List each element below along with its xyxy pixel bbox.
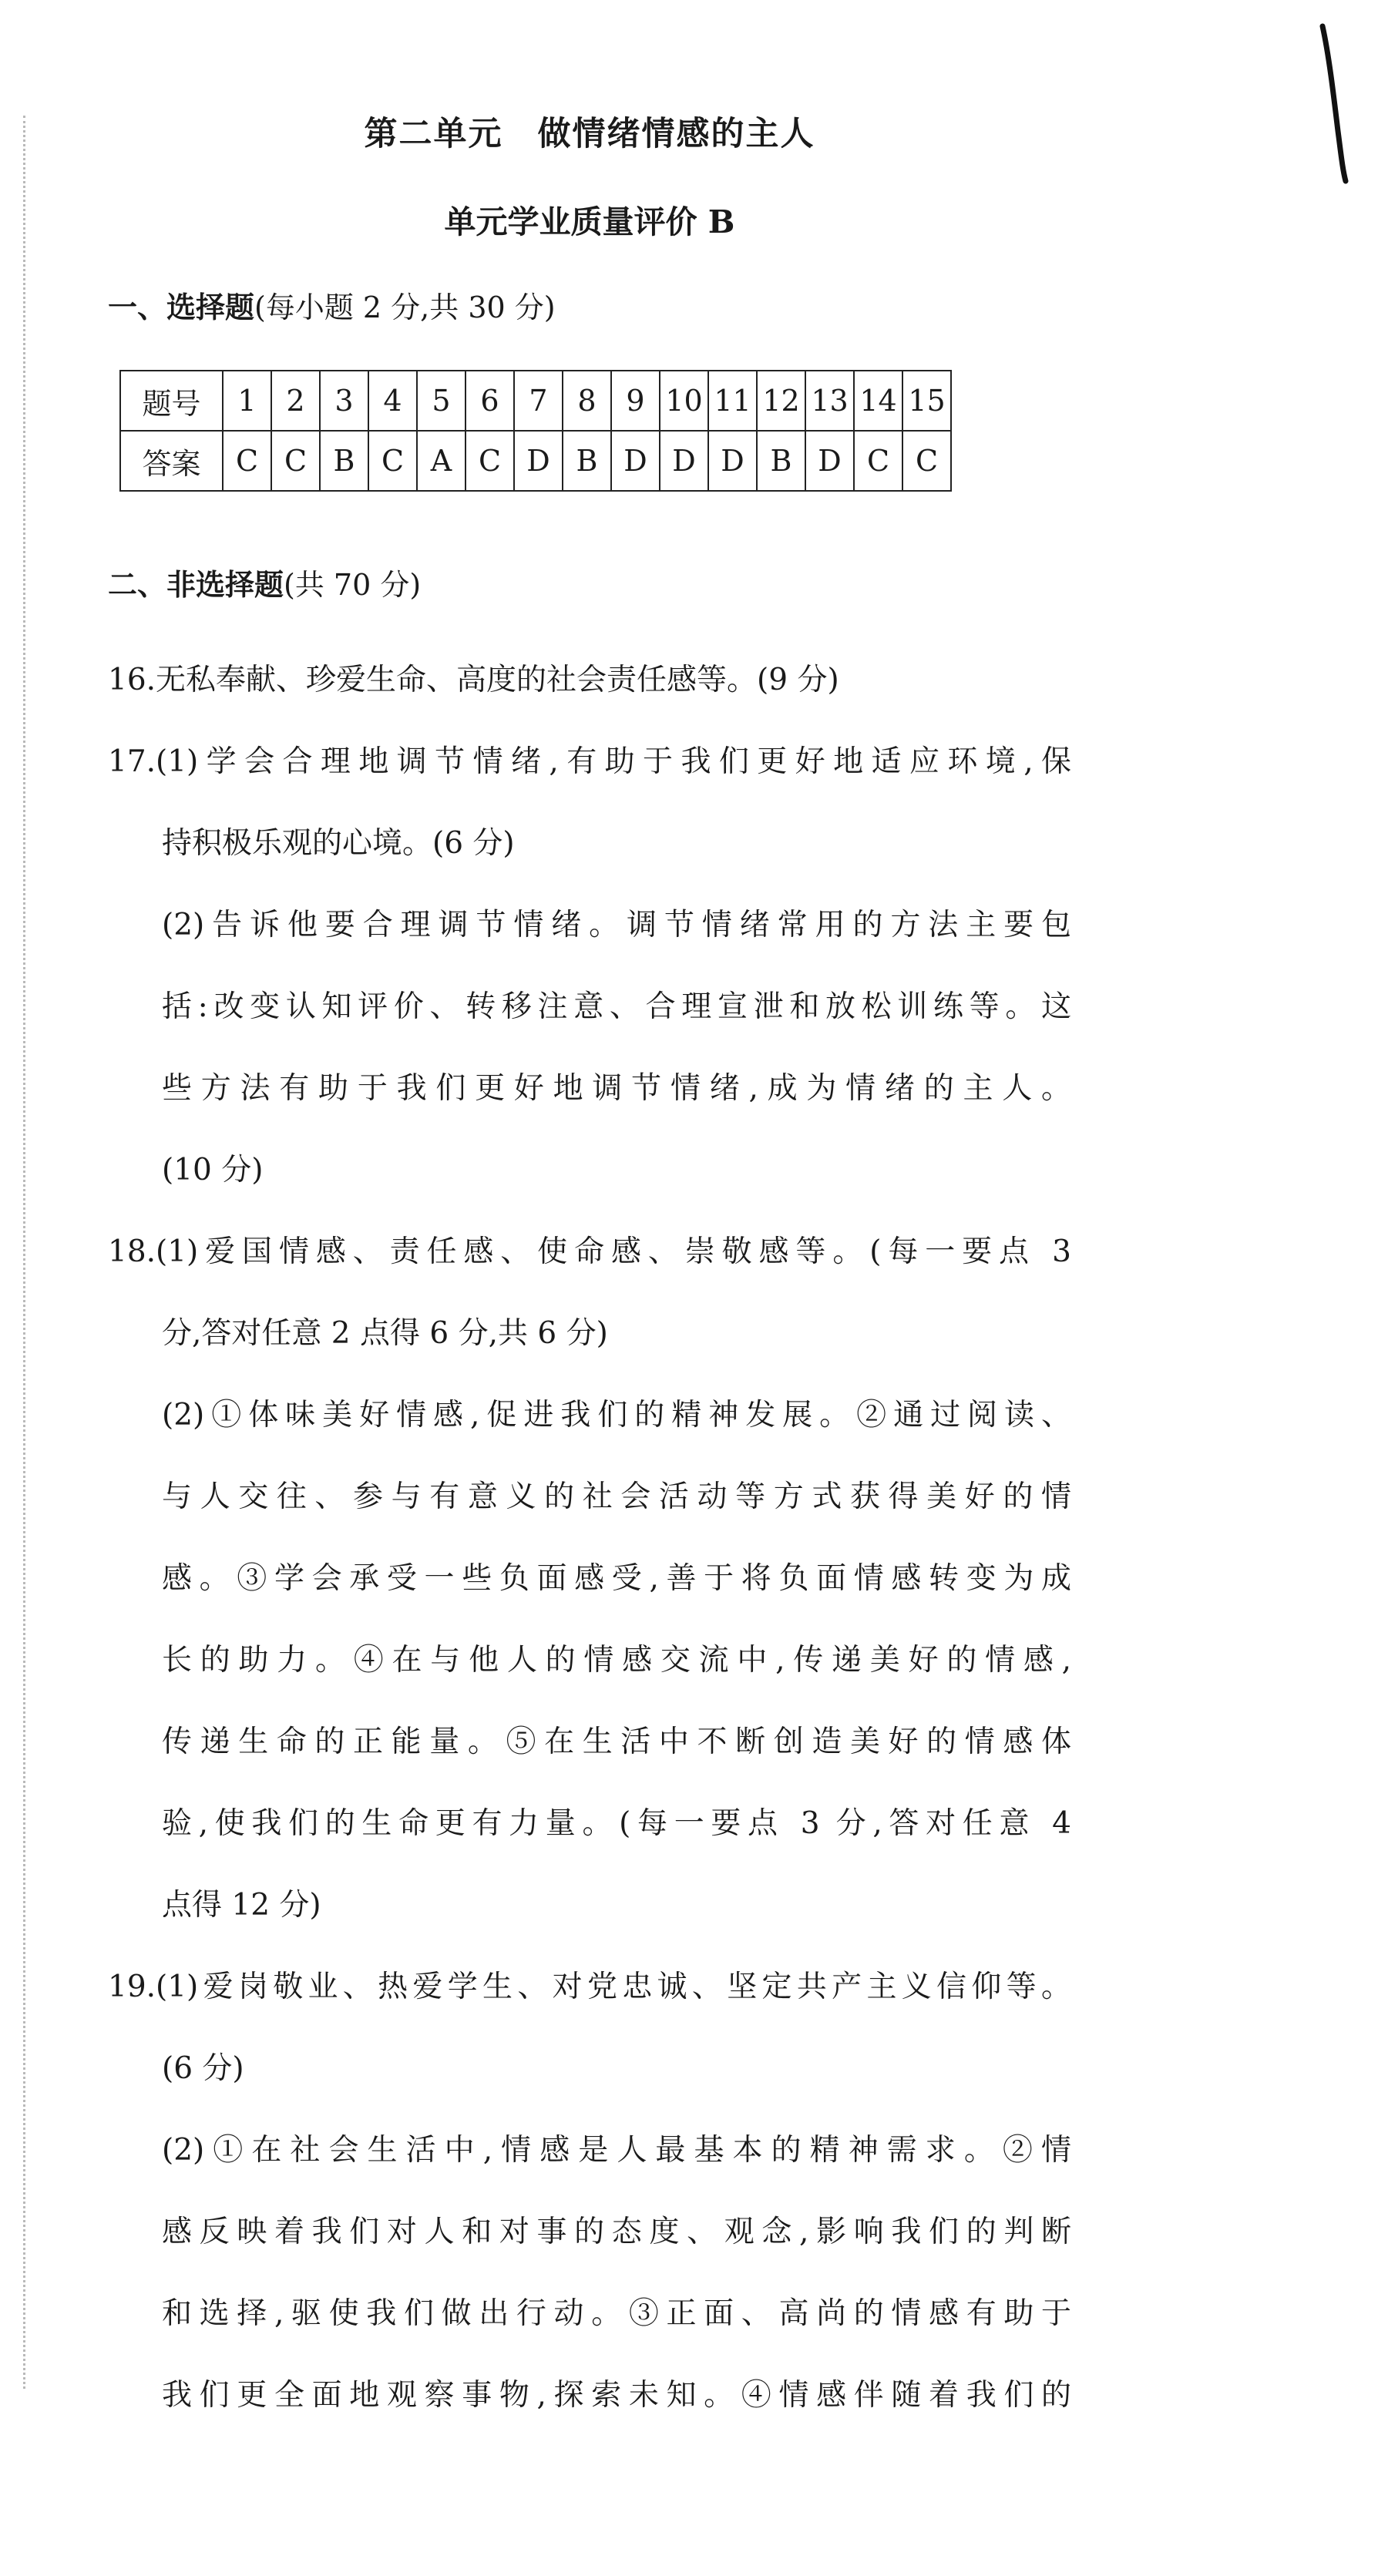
- answer-cell: C: [368, 431, 417, 491]
- question-number-cell: 7: [514, 371, 563, 431]
- answer-line: (10 分): [162, 1153, 264, 1187]
- section-open-note: (共 70 分): [284, 568, 422, 602]
- answer-line-16: 16.无私奉献、珍爱生命、高度的社会责任感等。(9 分): [108, 663, 839, 697]
- answer-line: 感反映着我们对人和对事的态度、观念,影响我们的判断: [162, 2215, 1071, 2249]
- question-number-cell: 10: [660, 371, 708, 431]
- answer-line-17-1: 17.(1)学会合理地调节情绪,有助于我们更好地适应环境,保: [108, 744, 1071, 779]
- answer-line: 感。③学会承受一些负面感受,善于将负面情感转变为成: [162, 1561, 1071, 1596]
- answer-cell: A: [417, 431, 465, 491]
- answer-table: [119, 370, 952, 492]
- question-number-cell: 11: [708, 371, 757, 431]
- answer-line: 持积极乐观的心境。(6 分): [162, 826, 515, 861]
- section-choice-heading: [108, 284, 556, 326]
- question-number-cell: 13: [805, 371, 854, 431]
- answer-line: 点得 12 分): [162, 1888, 321, 1923]
- answer-line: 些方法有助于我们更好地调节情绪,成为情绪的主人。: [162, 1071, 1071, 1106]
- answer-line: 和选择,驱使我们做出行动。③正面、高尚的情感有助于: [162, 2296, 1071, 2331]
- binding-margin-rule: [23, 116, 25, 2389]
- answer-line: 我们更全面地观察事物,探索未知。④情感伴随着我们的: [162, 2378, 1071, 2413]
- question-number-cell: 3: [320, 371, 368, 431]
- question-number-cell: 15: [902, 371, 951, 431]
- answer-cell: D: [611, 431, 660, 491]
- page-edge-mark: [1319, 23, 1350, 185]
- answer-line: 分,答对任意 2 点得 6 分,共 6 分): [162, 1316, 608, 1351]
- answer-cell: C: [223, 431, 271, 491]
- answer-cell: B: [320, 431, 368, 491]
- answer-table-answer-row: [120, 431, 951, 491]
- section-choice-title: 一、选择题: [108, 291, 255, 324]
- number-row-label: 题号: [120, 371, 223, 431]
- answer-cell: C: [465, 431, 514, 491]
- evaluation-title: 单元学业质量评价 B: [444, 203, 735, 240]
- question-number-cell: 12: [757, 371, 805, 431]
- question-number-cell: 9: [611, 371, 660, 431]
- answer-cell: D: [805, 431, 854, 491]
- question-number-cell: 4: [368, 371, 417, 431]
- answer-cell: D: [708, 431, 757, 491]
- answer-cell: B: [563, 431, 611, 491]
- question-number-cell: 8: [563, 371, 611, 431]
- question-number-cell: 6: [465, 371, 514, 431]
- answer-line: 长的助力。④在与他人的情感交流中,传递美好的情感,: [162, 1643, 1071, 1678]
- question-number-cell: 14: [854, 371, 902, 431]
- answer-row-label: 答案: [120, 431, 223, 491]
- answer-line: 括:改变认知评价、转移注意、合理宣泄和放松训练等。这: [162, 989, 1071, 1024]
- question-number-cell: 2: [271, 371, 320, 431]
- unit-title: 第二单元 做情绪情感的主人: [364, 115, 815, 153]
- answer-line-17-2: (2)告诉他要合理调节情绪。调节情绪常用的方法主要包: [162, 908, 1071, 942]
- answer-cell: D: [514, 431, 563, 491]
- question-number-cell: 1: [223, 371, 271, 431]
- answer-line: 传递生命的正能量。⑤在生活中不断创造美好的情感体: [162, 1725, 1071, 1759]
- section-open-heading: [108, 561, 421, 603]
- answer-table-number-row: [120, 371, 951, 431]
- answer-line: 与人交往、参与有意义的社会活动等方式获得美好的情: [162, 1479, 1071, 1514]
- answer-cell: B: [757, 431, 805, 491]
- section-choice-note: (每小题 2 分,共 30 分): [254, 291, 556, 324]
- answer-line: 验,使我们的生命更有力量。(每一要点 3 分,答对任意 4: [162, 1806, 1071, 1841]
- answer-text-block: [108, 640, 1071, 2437]
- answer-line-19-2: (2)①在社会生活中,情感是人最基本的精神需求。②情: [162, 2133, 1071, 2168]
- answer-line-18-1: 18.(1)爱国情感、责任感、使命感、崇敬感等。(每一要点 3: [108, 1234, 1071, 1269]
- answer-line-19-1: 19.(1)爱岗敬业、热爱学生、对党忠诚、坚定共产主义信仰等。: [108, 1970, 1071, 2004]
- answer-line-18-2: (2)①体味美好情感,促进我们的精神发展。②通过阅读、: [162, 1398, 1071, 1432]
- section-open-title: 二、非选择题: [108, 568, 284, 602]
- answer-cell: C: [271, 431, 320, 491]
- answer-cell: C: [854, 431, 902, 491]
- question-number-cell: 5: [417, 371, 465, 431]
- answer-cell: C: [902, 431, 951, 491]
- answer-cell: D: [660, 431, 708, 491]
- answer-line: (6 分): [162, 2051, 244, 2086]
